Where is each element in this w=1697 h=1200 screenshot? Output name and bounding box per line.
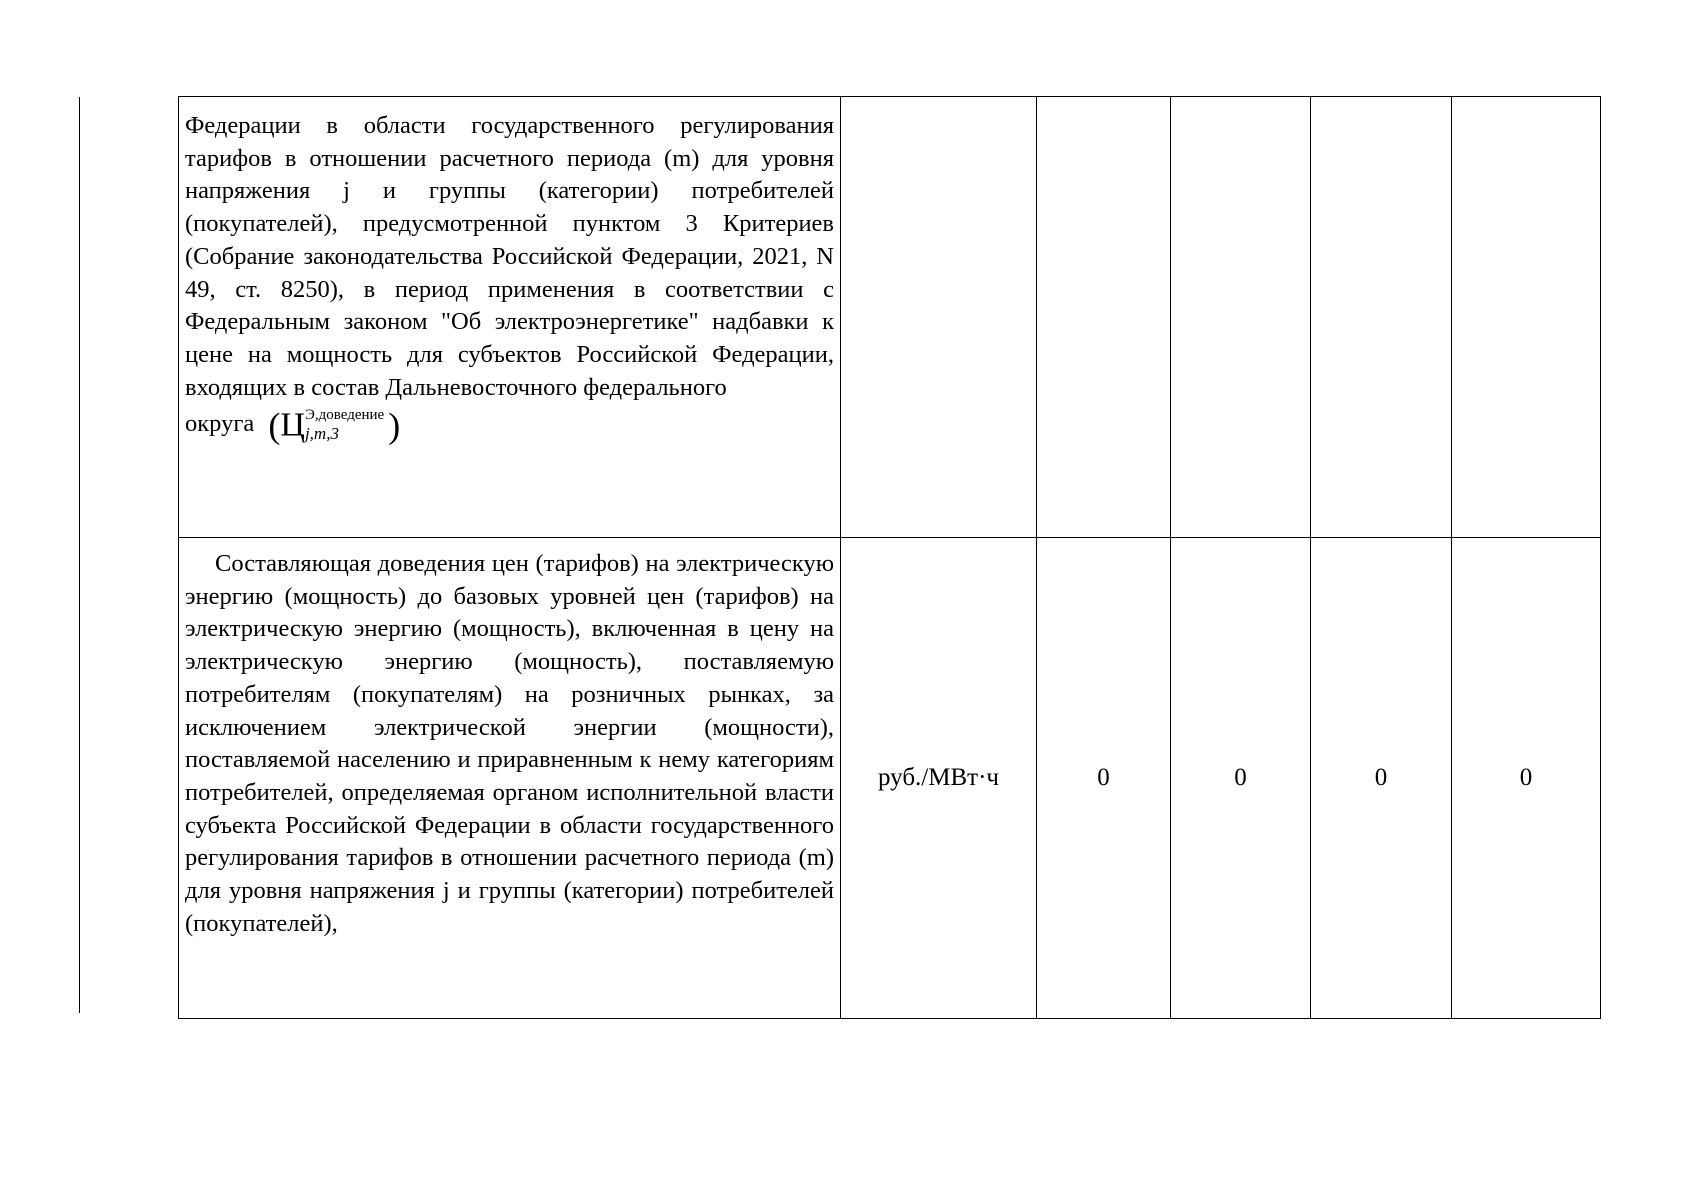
price-formula [268,407,400,444]
tariff-table [178,96,1601,1019]
formula-symbol: Ц [280,406,305,444]
description-cell [179,538,841,1019]
value-cell: 0 [1037,538,1171,1019]
formula-open-paren: ( [268,405,281,446]
value-cell: 0 [1311,538,1452,1019]
formula-subscript: j,m,3 [304,424,339,444]
description-cell [179,97,841,538]
description-text: Составляющая доведения цен (тарифов) на электрическую энергию (мощность) до базовых уровней цен (тарифов) на электрическую энергию (мощность), включенная в цену на электрическую энергию (мощность), поставляемую потребителям (покупателям) на розничных рынках, за исключением электрической энергии (мощности), поставляемой населению и приравненным к нему категориям потребителей, определяемая органом исполнительной власти субъекта Российской Федерации в области государственного регулирования тарифов в отношении расчетного периода (m) для уровня напряжения j и группы (категории) потребителей (покупателей), [185,550,834,937]
description-text [179,97,840,444]
formula-lead-word: округа [185,410,255,438]
unit-cell: руб./МВт·ч [841,538,1037,1019]
unit-cell [841,97,1037,538]
formula-line [185,407,834,444]
formula-superscript: Э,доведение [304,407,385,424]
formula-close-paren: ) [388,405,401,446]
table-row [179,97,1601,538]
value-cell: 0 [1171,538,1311,1019]
value-cell [1452,97,1601,538]
value-cell [1311,97,1452,538]
value-cell: 0 [1452,538,1601,1019]
value-cell [1171,97,1311,538]
page-margin-line [79,97,80,1013]
table-row [179,538,1601,1019]
value-cell [1037,97,1171,538]
formula-scripts [305,407,384,444]
description-body: Федерации в области государственного регулирования тарифов в отношении расчетного периода (m) для уровня напряжения j и группы (категории) потребителей (покупателей), предусмотренной пунктом 3 Критериев (Собрание законодательства Российской Федерации, 2021, N 49, ст. 8250), в период применения в соответствии с Федеральным законом "Об электроэнергетике" надбавки к цене на мощность для субъектов Российской Федерации, входящих в состав Дальневосточного федерального [185,112,834,401]
